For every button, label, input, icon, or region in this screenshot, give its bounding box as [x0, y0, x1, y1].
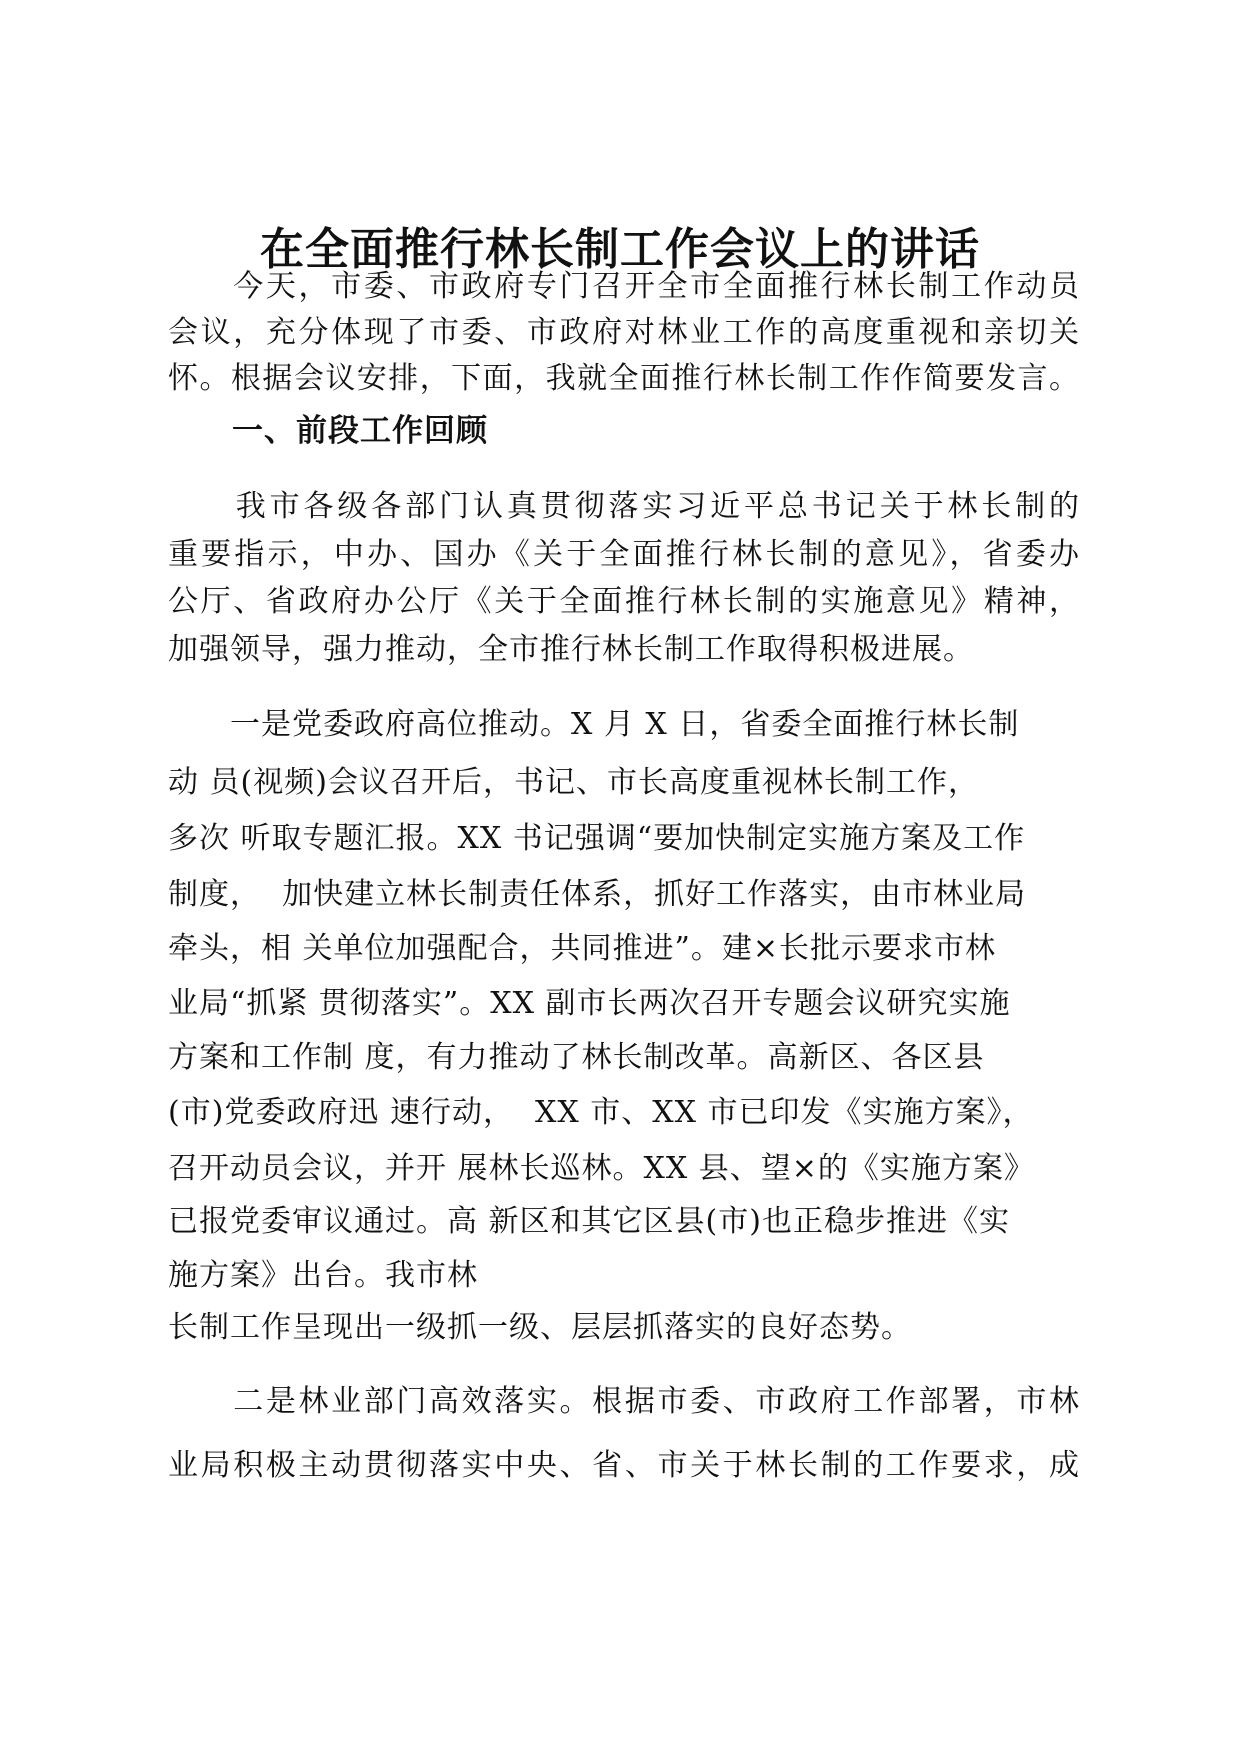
- section-heading: 一、前段工作回顾: [168, 413, 488, 449]
- text-line: 牵头，相 关单位加强配合，共同推进”。建×长批示要求市林: [168, 931, 997, 966]
- text-line: 一是党委政府高位推动。X 月 X 日，省委全面推行林长制: [168, 707, 1020, 742]
- text-line: 二是林业部门高效落实。根据市委、市政府工作部署，市林: [168, 1384, 1080, 1419]
- text-line: 加强领导，强力推动，全市推行林长制工作取得积极进展。: [168, 632, 974, 667]
- text-line: 业局“抓紧 贯彻落实”。XX 副市长两次召开专题会议研究实施: [168, 986, 1011, 1021]
- text-line: (市)党委政府迅 速行动， XX 市、XX 市已印发《实施方案》，: [168, 1095, 1034, 1130]
- text-line: 公厅、省政府办公厅《关于全面推行林长制的实施意见》精神，: [168, 584, 1080, 619]
- text-line: 动 员(视频)会议召开后，书记、市长高度重视林长制工作，: [168, 765, 979, 800]
- text-line: 召开动员会议，并开 展林长巡林。XX 县、望×的《实施方案》: [168, 1151, 1035, 1186]
- document-title: 在全面推行林长制工作会议上的讲话: [260, 224, 980, 275]
- text-line: 会议，充分体现了市委、市政府对林业工作的高度重视和亲切关: [168, 315, 1080, 350]
- text-line: 怀。根据会议安排，下面，我就全面推行林长制工作作简要发言。: [168, 361, 1080, 396]
- text-line: 已报党委审议通过。高 新区和其它区县(市)也正稳步推进《实: [168, 1204, 1010, 1239]
- text-line: 制度， 加快建立林长制责任体系，抓好工作落实，由市林业局: [168, 877, 1027, 912]
- text-line: 业局积极主动贯彻落实中央、省、市关于林长制的工作要求，成: [168, 1448, 1080, 1483]
- text-line: 施方案》出台。我市林: [168, 1258, 478, 1293]
- text-line: 重要指示，中办、国办《关于全面推行林长制的意见》，省委办: [168, 537, 1080, 572]
- text-line: 方案和工作制 度，有力推动了林长制改革。高新区、各区县: [168, 1040, 985, 1075]
- text-line: 多次 听取专题汇报。XX 书记强调“要加快制定实施方案及工作: [168, 821, 1026, 856]
- text-line: 长制工作呈现出一级抓一级、层层抓落实的良好态势。: [168, 1310, 912, 1345]
- text-line: 我市各级各部门认真贯彻落实习近平总书记关于林长制的: [168, 489, 1080, 524]
- text-line: 今天，市委、市政府专门召开全市全面推行林长制工作动员: [168, 269, 1080, 304]
